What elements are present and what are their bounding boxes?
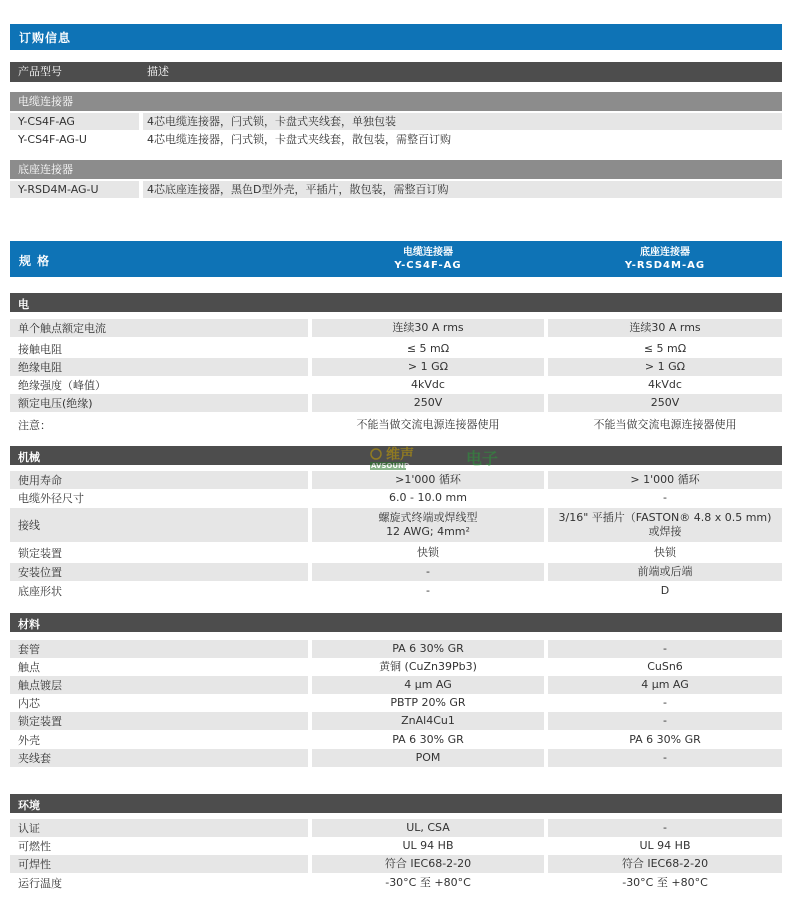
group-name: 电缆连接器: [18, 95, 73, 108]
spec-value-a: [312, 582, 544, 600]
order-row: [10, 131, 782, 148]
spec-value-a: [312, 819, 544, 837]
spec-label-text: 电缆外径尺寸: [18, 492, 84, 505]
spec-label: [10, 749, 308, 767]
spec-label-text: 锁定装置: [18, 715, 62, 728]
col-b-name: 底座连接器: [640, 247, 690, 258]
col-a-name: 电缆连接器: [403, 247, 453, 258]
spec-label: [10, 489, 308, 507]
spec-label-text: 外壳: [18, 734, 40, 747]
spec-value-text: 250V: [413, 396, 443, 409]
spec-value-a: [312, 508, 544, 542]
spec-value-b: [548, 471, 782, 489]
spec-value-b: [548, 340, 782, 358]
spec-value-b: [548, 694, 782, 712]
spec-row: [10, 874, 782, 892]
spec-value-text: PBTP 20% GR: [390, 696, 466, 709]
spec-row: [10, 563, 782, 581]
spec-value-b: [548, 563, 782, 581]
spec-row: [10, 489, 782, 507]
spec-value-text: > 1 GΩ: [407, 360, 449, 373]
spec-value-text: UL 94 HB: [402, 839, 454, 852]
spec-label-text: 接触电阻: [18, 343, 62, 356]
order-desc: 4芯电缆连接器，闩式锁，卡盘式夹线套，散包装，需整百订购: [147, 133, 451, 146]
spec-value-a: [312, 658, 544, 676]
spec-label-text: 内芯: [18, 697, 40, 710]
spec-value-a: [312, 874, 544, 892]
spec-value-text: > 1 GΩ: [644, 360, 686, 373]
spec-label: [10, 508, 308, 542]
spec-value-a: [312, 694, 544, 712]
spec-value-b: [548, 358, 782, 376]
spec-label-text: 绝缘强度（峰值）: [18, 379, 106, 392]
spec-value-b: [548, 489, 782, 507]
spec-row: [10, 376, 782, 394]
spec-value-b: [548, 544, 782, 562]
spec-value-text: -: [426, 565, 430, 578]
spec-title-bar: [10, 241, 782, 277]
spec-label-text: 可燃性: [18, 840, 51, 853]
spec-value-text: -: [663, 696, 667, 709]
spec-label: [10, 340, 308, 358]
col-a-model: Y-CS4F-AG: [394, 260, 462, 271]
spec-value-text: 快锁: [654, 546, 676, 559]
spec-section-header: [10, 613, 782, 632]
spec-value-a: [312, 544, 544, 562]
spec-row: [10, 819, 782, 837]
spec-label-text: 安装位置: [18, 566, 62, 579]
spec-value-a: [312, 394, 544, 412]
spec-label-text: 注意：: [18, 418, 51, 432]
spec-value-text: > 1'000 循环: [630, 473, 700, 486]
spec-value-a: [312, 676, 544, 694]
spec-value-b: [548, 658, 782, 676]
spec-value-b: [548, 819, 782, 837]
spec-value-text: 符合 IEC68-2-20: [384, 857, 472, 870]
spec-value-a: [312, 749, 544, 767]
order-model: Y-CS4F-AG-U: [18, 133, 87, 146]
spec-row: [10, 676, 782, 694]
spec-label: [10, 837, 308, 855]
order-title: 订购信息: [19, 31, 72, 45]
spec-label-text: 可焊性: [18, 858, 51, 871]
group-name: 底座连接器: [18, 163, 73, 176]
spec-value-text: 3/16" 平插片（FASTON® 4.8 x 0.5 mm): [558, 511, 772, 524]
spec-value-text: 螺旋式终端或焊线型: [378, 511, 478, 524]
spec-row: [10, 319, 782, 337]
watermark-en: AVSOUND: [371, 462, 410, 470]
order-title-bar: [10, 24, 782, 50]
spec-label-text: 单个触点额定电流: [18, 322, 106, 335]
spec-value-a: [312, 358, 544, 376]
spec-label: [10, 582, 308, 600]
spec-row: [10, 340, 782, 358]
spec-row: [10, 837, 782, 855]
spec-label: [10, 676, 308, 694]
spec-value-b: [548, 676, 782, 694]
spec-label-text: 使用寿命: [18, 474, 62, 487]
order-row: [10, 181, 782, 198]
spec-row: [10, 855, 782, 873]
spec-label: [10, 694, 308, 712]
spec-section-title: 材料: [18, 618, 40, 631]
spec-row: [10, 694, 782, 712]
spec-value-a: [312, 837, 544, 855]
spec-value-a: [312, 414, 544, 435]
spec-row: [10, 731, 782, 749]
spec-label-text: 触点镀层: [18, 679, 62, 692]
spec-value-text: 4 µm AG: [641, 678, 689, 691]
spec-row: [10, 358, 782, 376]
spec-section-title: 环境: [18, 799, 40, 812]
spec-value-text: 不能当做交流电源连接器使用: [593, 417, 737, 431]
spec-value-text: POM: [415, 751, 441, 764]
spec-value-text: >1'000 循环: [395, 473, 461, 486]
spec-value-a: [312, 563, 544, 581]
spec-value-text: CuSn6: [647, 660, 683, 673]
spec-row: [10, 544, 782, 562]
spec-label: [10, 358, 308, 376]
spec-value-b: [548, 394, 782, 412]
col-a-header: [312, 246, 544, 272]
watermark-logo: [366, 444, 506, 474]
spec-label-text: 锁定装置: [18, 547, 62, 560]
col-b-header: [548, 246, 782, 272]
spec-label: [10, 874, 308, 892]
spec-value-text: -: [663, 821, 667, 834]
order-row: [10, 113, 782, 130]
spec-section-title: 电: [18, 298, 29, 311]
spec-label-text: 接线: [18, 519, 40, 532]
spec-value-text: UL 94 HB: [639, 839, 691, 852]
spec-row: [10, 508, 782, 542]
spec-value-b: [548, 874, 782, 892]
spec-label-text: 绝缘电阻: [18, 361, 62, 374]
spec-label: [10, 471, 308, 489]
spec-label-text: 触点: [18, 661, 40, 674]
spec-label: [10, 712, 308, 730]
spec-label: [10, 819, 308, 837]
spec-value-a: [312, 340, 544, 358]
spec-value-text: ≤ 5 mΩ: [643, 342, 687, 355]
spec-value-text: 6.0 - 10.0 mm: [389, 491, 467, 504]
spec-value-text: 快锁: [417, 546, 439, 559]
spec-label: [10, 640, 308, 658]
spec-value-text: ≤ 5 mΩ: [406, 342, 450, 355]
group-header-cable: [10, 92, 782, 111]
order-desc: 4芯电缆连接器，闩式锁，卡盘式夹线套，单独包装: [147, 115, 396, 128]
spec-value-text: 250V: [650, 396, 680, 409]
spec-section-header: [10, 293, 782, 312]
spec-value-text: 黄铜 (CuZn39Pb3): [379, 660, 477, 673]
spec-label: [10, 563, 308, 581]
spec-label: [10, 414, 308, 435]
spec-row: [10, 658, 782, 676]
spec-value-text-line2: 12 AWG; 4mm²: [386, 525, 470, 538]
spec-label-text: 套管: [18, 643, 40, 656]
spec-label-text: 底座形状: [18, 585, 62, 598]
order-model: Y-CS4F-AG: [18, 115, 75, 128]
spec-section-title: 机械: [18, 451, 40, 464]
spec-section-header: [10, 794, 782, 813]
spec-title: 规 格: [19, 254, 51, 268]
spec-label: [10, 319, 308, 337]
spec-value-text: 4kVdc: [648, 378, 682, 391]
spec-row: [10, 414, 782, 435]
spec-value-text-line2: 或焊接: [648, 525, 682, 538]
spec-row: [10, 712, 782, 730]
spec-value-a: [312, 376, 544, 394]
spec-label-text: 额定电压(绝缘): [18, 397, 93, 410]
spec-value-b: [548, 414, 782, 435]
order-header: [10, 62, 782, 82]
spec-label: [10, 544, 308, 562]
spec-value-text: PA 6 30% GR: [629, 733, 701, 746]
spec-value-text: PA 6 30% GR: [392, 733, 464, 746]
spec-label-text: 夹线套: [18, 752, 51, 765]
spec-value-b: [548, 319, 782, 337]
spec-value-a: [312, 319, 544, 337]
spec-value-text: -: [663, 751, 667, 764]
spec-value-b: [548, 376, 782, 394]
spec-label: [10, 731, 308, 749]
spec-value-text: -: [663, 642, 667, 655]
spec-value-b: [548, 855, 782, 873]
col-b-model: Y-RSD4M-AG: [624, 260, 706, 271]
spec-row: [10, 582, 782, 600]
spec-label: [10, 855, 308, 873]
col-model-header: 产品型号: [18, 65, 62, 78]
spec-value-b: [548, 712, 782, 730]
spec-value-text: -: [663, 491, 667, 504]
spec-value-b: [548, 749, 782, 767]
order-desc: 4芯底座连接器，黑色D型外壳，平插片，散包装，需整百订购: [147, 183, 449, 196]
spec-value-a: [312, 855, 544, 873]
spec-label-text: 认证: [18, 822, 40, 835]
col-desc-header: 描述: [147, 65, 169, 78]
spec-value-a: [312, 640, 544, 658]
spec-value-text: -30°C 至 +80°C: [385, 876, 471, 889]
group-header-socket: [10, 160, 782, 179]
spec-value-text: -: [663, 714, 667, 727]
spec-value-text: 前端或后端: [637, 565, 693, 578]
spec-value-b: [548, 731, 782, 749]
spec-value-text: ZnAl4Cu1: [401, 714, 455, 727]
spec-row: [10, 640, 782, 658]
spec-value-b: [548, 837, 782, 855]
spec-value-a: [312, 731, 544, 749]
spec-row: [10, 749, 782, 767]
spec-value-b: [548, 582, 782, 600]
spec-value-a: [312, 712, 544, 730]
spec-value-text: 连续30 A rms: [392, 321, 464, 334]
spec-value-text: PA 6 30% GR: [392, 642, 464, 655]
order-model: Y-RSD4M-AG-U: [18, 183, 99, 196]
spec-value-text: 4kVdc: [411, 378, 445, 391]
spec-value-text: -: [426, 584, 430, 597]
spec-value-text: 连续30 A rms: [629, 321, 701, 334]
watermark-sub: 电子: [466, 449, 499, 468]
spec-value-a: [312, 489, 544, 507]
spec-value-text: UL, CSA: [406, 821, 450, 834]
spec-label: [10, 658, 308, 676]
spec-value-text: D: [660, 584, 670, 597]
spec-label: [10, 394, 308, 412]
spec-value-b: [548, 508, 782, 542]
spec-value-text: 4 µm AG: [404, 678, 452, 691]
spec-label: [10, 376, 308, 394]
spec-value-text: 符合 IEC68-2-20: [621, 857, 709, 870]
spec-value-text: -30°C 至 +80°C: [622, 876, 708, 889]
spec-value-text: 不能当做交流电源连接器使用: [356, 417, 500, 431]
spec-value-b: [548, 640, 782, 658]
watermark-cn: 维声: [386, 447, 414, 463]
spec-label-text: 运行温度: [18, 877, 62, 890]
spec-row: [10, 394, 782, 412]
